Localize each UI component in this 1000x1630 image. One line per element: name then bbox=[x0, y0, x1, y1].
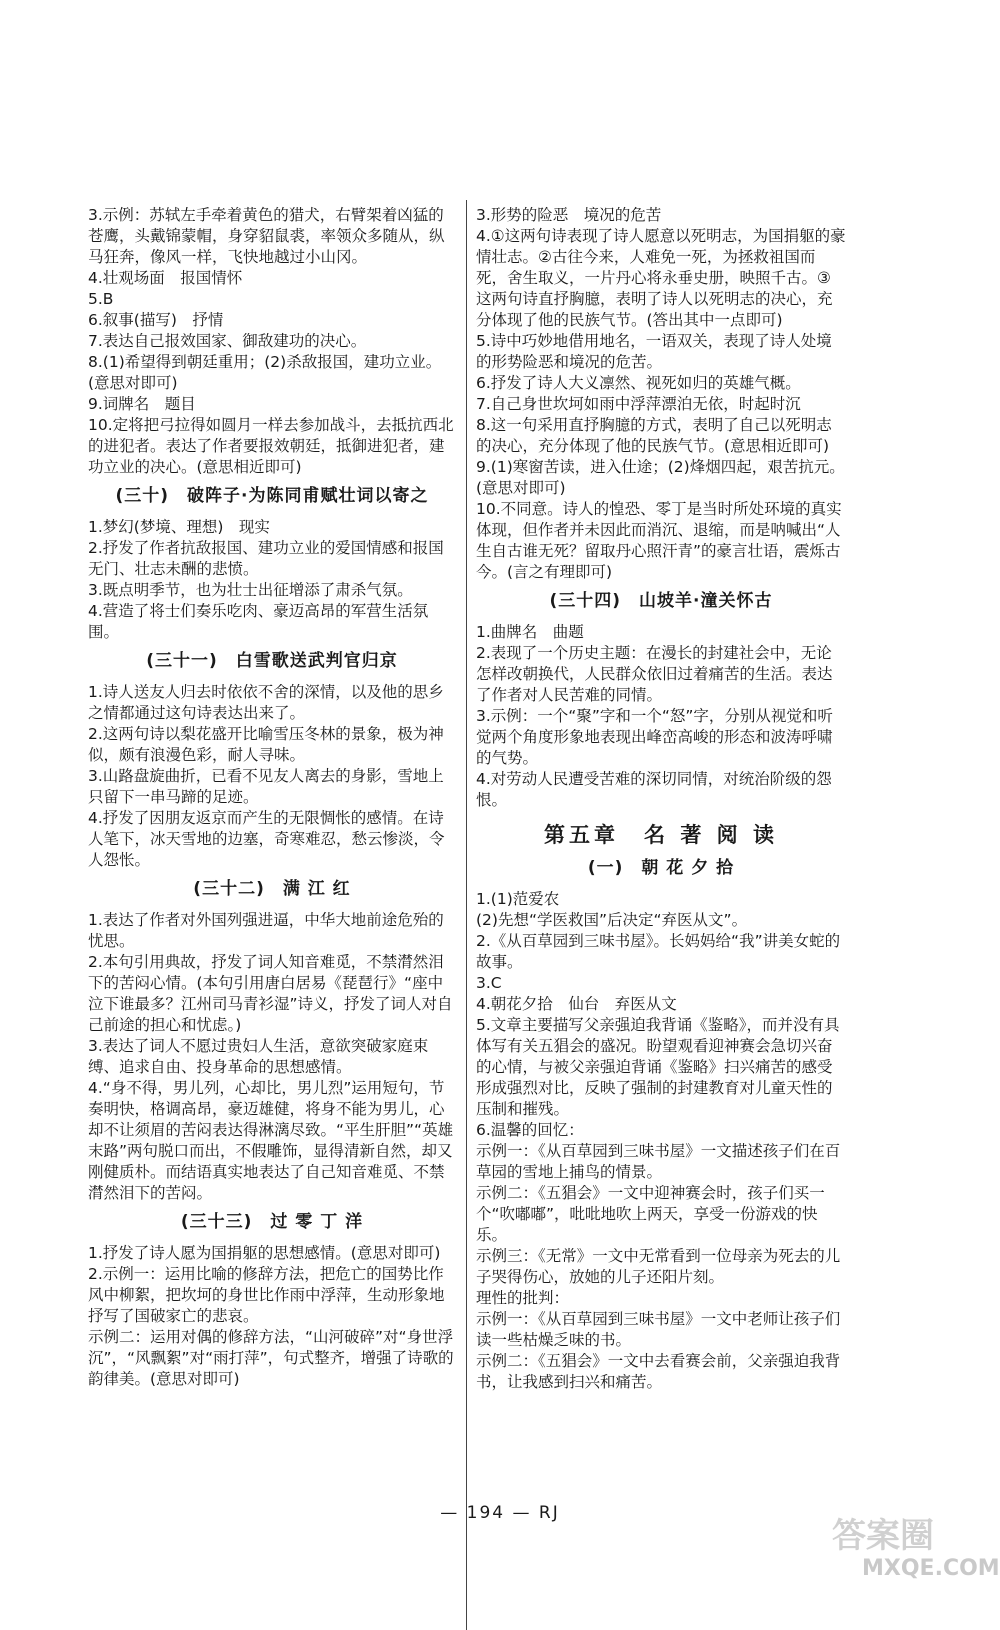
section-heading: (三十四) 山坡羊·潼关怀古 bbox=[549, 591, 773, 611]
answer-line: 3.形势的险恶 境况的危苦 bbox=[476, 206, 662, 224]
right-column bbox=[476, 205, 846, 1393]
section-heading: (一) 朝 花 夕 拾 bbox=[587, 858, 735, 878]
answer-line: 5.诗中巧妙地借用地名，一语双关，表现了诗人处境的形势险恶和境况的危苦。 bbox=[476, 332, 832, 371]
answer-line: 3.示例：苏轼左手牵着黄色的猎犬，右臂架着凶猛的苍鹰，头戴锦蒙帽，身穿貂鼠裘，率领众多随从，纵马狂奔，像风一样，飞快地越过小山冈。 bbox=[88, 206, 445, 266]
answer-line: 6.温馨的回忆： bbox=[476, 1121, 584, 1139]
answer-line: 1.曲牌名 曲题 bbox=[476, 623, 584, 641]
answer-line: 10.定将把弓拉得如圆月一样去参加战斗，去抵抗西北的进犯者。表达了作者要报效朝廷，抵御进犯者，建功立业的决心。(意思相近即可) bbox=[88, 416, 454, 476]
answer-line: 示例二：运用对偶的修辞方法，“山河破碎”对“身世浮沉”，“风飘絮”对“雨打萍”，句式整齐，增强了诗歌的韵律美。(意思对即可) bbox=[88, 1328, 454, 1388]
answer-line: 4.①这两句诗表现了诗人愿意以死明志，为国捐躯的豪情壮志。②古往今来，人难免一死，为拯救祖国而死，舍生取义，一片丹心将永垂史册，映照千古。③这两句诗直抒胸臆，表明了诗人以死明志的决心，充分体现了他的民族气节。(答出其中一点即可) bbox=[476, 227, 846, 329]
answer-line: 1.表达了作者对外国列强进逼，中华大地前途危殆的忧思。 bbox=[88, 911, 444, 950]
answer-line: 3.既点明季节，也为壮士出征增添了肃杀气氛。 bbox=[88, 581, 413, 599]
watermark-logo bbox=[822, 1506, 1000, 1586]
answer-line: 9.(1)寒窗苦读，进入仕途；(2)烽烟四起，艰苦抗元。(意思对即可) bbox=[476, 458, 845, 497]
answer-line: 10.不同意。诗人的惶恐、零丁是当时所处环境的真实体现，但作者并未因此而消沉、退缩，而是呐喊出“人生自古谁无死？留取丹心照汗青”的豪言壮语，震烁古今。(言之有理即可) bbox=[476, 500, 842, 581]
left-column bbox=[88, 205, 456, 1390]
answer-line: 示例一：《从百草园到三味书屋》一文描述孩子们在百草园的雪地上捕鸟的情景。 bbox=[476, 1142, 841, 1181]
answer-line: 3.示例：一个“聚”字和一个“怒”字，分别从视觉和听觉两个角度形象地表现出峰峦高峻的形态和波涛呼啸的气势。 bbox=[476, 707, 833, 767]
answer-line: 4.营造了将士们奏乐吃肉、豪迈高昂的军营生活氛围。 bbox=[88, 602, 429, 641]
answer-line: 7.自己身世坎坷如雨中浮萍漂泊无依，时起时沉 bbox=[476, 395, 801, 413]
answer-line: 1.抒发了诗人愿为国捐躯的思想感情。(意思对即可) bbox=[88, 1244, 441, 1262]
answer-line: 4.“身不得，男儿列，心却比，男儿烈”运用短句，节奏明快，格调高昂，豪迈雄健，将身不能为男儿，心却不让须眉的苦闷表达得淋漓尽致。“平生肝胆”“英雄末路”两句脱口而出，不假雕饰，显得清新自然，却又刚健质朴。而结语真实地表达了自己知音难觅、不禁潸然泪下的苦闷。 bbox=[88, 1079, 454, 1202]
answer-line: 5.B bbox=[88, 290, 114, 308]
answer-line: 2.抒发了作者抗敌报国、建功立业的爱国情感和报国无门、壮志未酬的悲愤。 bbox=[88, 539, 444, 578]
watermark-cn: 答案圈 bbox=[832, 1516, 934, 1556]
answer-line: 2.表现了一个历史主题：在漫长的封建社会中，无论怎样改朝换代，人民群众依旧过着痛苦的生活。表达了作者对人民苦难的同情。 bbox=[476, 644, 833, 704]
answer-line: 6.叙事(描写) 抒情 bbox=[88, 311, 224, 329]
page-footer: — 194 — RJ bbox=[440, 1503, 560, 1523]
answer-line: 4.对劳动人民遭受苦难的深切同情，对统治阶级的怨恨。 bbox=[476, 770, 832, 809]
answer-line: 5.文章主要描写父亲强迫我背诵《鉴略》，而并没有具体写有关五猖会的盛况。盼望观看迎神赛会急切兴奋的心情，与被父亲强迫背诵《鉴略》扫兴痛苦的感受形成强烈对比，反映了强制的封建教育对儿童天性的压制和摧残。 bbox=[476, 1016, 840, 1118]
answer-line: 理性的批判： bbox=[476, 1289, 570, 1307]
answer-line: 4.朝花夕拾 仙台 弃医从文 bbox=[476, 995, 677, 1013]
answer-line: 3.表达了词人不愿过贵妇人生活，意欲突破家庭束缚、追求自由、投身革命的思想感情。 bbox=[88, 1037, 429, 1076]
watermark-en: MXQE.COM bbox=[862, 1556, 1000, 1581]
answer-line: 示例一：《从百草园到三味书屋》一文中老师让孩子们读一些枯燥乏味的书。 bbox=[476, 1310, 841, 1349]
answer-line: 1.梦幻(梦境、理想) 现实 bbox=[88, 518, 270, 536]
answer-line: 2.示例一：运用比喻的修辞方法，把危亡的国势比作风中柳絮，把坎坷的身世比作雨中浮萍，生动形象地抒写了国破家亡的悲哀。 bbox=[88, 1265, 445, 1325]
section-heading: (三十一) 白雪歌送武判官归京 bbox=[146, 651, 398, 671]
answer-line: 4.壮观场面 报国情怀 bbox=[88, 269, 243, 287]
answer-line: 8.(1)希望得到朝廷重用；(2)杀敌报国，建功立业。(意思对即可) bbox=[88, 353, 442, 392]
answer-line: 3.C bbox=[476, 974, 502, 992]
answer-line: 1.诗人送友人归去时依依不舍的深情，以及他的思乡之情都通过这句诗表达出来了。 bbox=[88, 683, 444, 722]
answer-line: 8.这一句采用直抒胸臆的方式，表明了自己以死明志的决心，充分体现了他的民族气节。(意思相近即可) bbox=[476, 416, 832, 455]
answer-line: 2.本句引用典故，抒发了词人知音难觅，不禁潸然泪下的苦闷心情。(本句引用唐白居易《琵琶行》“座中泣下谁最多？江州司马青衫湿”诗义，抒发了词人对自己前途的担心和忧虑。) bbox=[88, 953, 453, 1034]
answer-line: 1.(1)范爱农 bbox=[476, 890, 560, 908]
answer-line: 7.表达自己报效国家、御敌建功的决心。 bbox=[88, 332, 367, 350]
section-heading: (三十三) 过 零 丁 洋 bbox=[180, 1212, 364, 1232]
answer-line: (2)先想“学医救国”后决定“弃医从文”。 bbox=[476, 911, 748, 929]
column-divider bbox=[466, 200, 467, 1630]
answer-line: 示例三：《无常》一文中无常看到一位母亲为死去的儿子哭得伤心，放她的儿子还阳片刻。 bbox=[476, 1247, 841, 1286]
answer-line: 4.抒发了因朋友返京而产生的无限惆怅的感情。在诗人笔下，冰天雪地的边塞，奇寒难忍，愁云惨淡，令人怨怅。 bbox=[88, 809, 445, 869]
section-heading: (三十二) 满 江 红 bbox=[193, 879, 351, 899]
section-heading: (三十) 破阵子·为陈同甫赋壮词以寄之 bbox=[115, 486, 429, 506]
answer-line: 9.词牌名 题目 bbox=[88, 395, 196, 413]
answer-line: 示例二：《五猖会》一文中去看赛会前，父亲强迫我背书，让我感到扫兴和痛苦。 bbox=[476, 1352, 841, 1391]
answer-line: 2.这两句诗以梨花盛开比喻雪压冬林的景象，极为神似，颇有浪漫色彩，耐人寻味。 bbox=[88, 725, 444, 764]
answer-line: 3.山路盘旋曲折，已看不见友人离去的身影，雪地上只留下一串马蹄的足迹。 bbox=[88, 767, 444, 806]
answer-line: 示例二：《五猖会》一文中迎神赛会时，孩子们买一个“吹嘟嘟”，吡吡地吹上两天，享受一份游戏的快乐。 bbox=[476, 1184, 825, 1244]
chapter-title: 第五章 名 著 阅 读 bbox=[544, 823, 778, 847]
answer-line: 6.抒发了诗人大义凛然、视死如归的英雄气概。 bbox=[476, 374, 801, 392]
answer-line: 2.《从百草园到三味书屋》。长妈妈给“我”讲美女蛇的故事。 bbox=[476, 932, 841, 971]
